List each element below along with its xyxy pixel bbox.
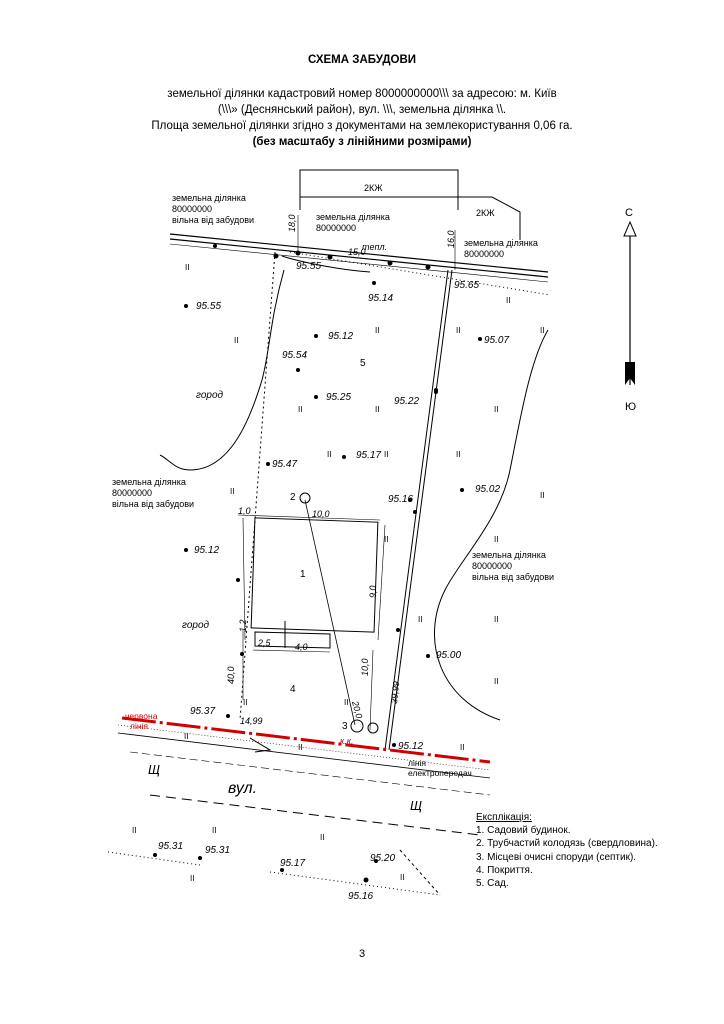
plan-label: II bbox=[212, 826, 217, 835]
red-line-label-2: лінія bbox=[130, 721, 149, 731]
zone-numbers bbox=[290, 358, 366, 732]
heating-label: тепл. bbox=[362, 242, 388, 252]
building-code-1: 2КЖ bbox=[364, 183, 383, 193]
plan-label: 95.31 bbox=[158, 841, 184, 852]
plan-label: 95.00 bbox=[436, 650, 462, 661]
sewer-label: к.к. bbox=[340, 736, 354, 746]
legend-heading: Експлікація: bbox=[476, 812, 532, 823]
vacant-label-ml: вільна від забудови bbox=[112, 499, 195, 509]
plan-label: II bbox=[384, 535, 389, 544]
plan-label: 95.65 bbox=[454, 280, 480, 291]
plan-label: 3 bbox=[342, 721, 348, 732]
plan-label: 4,0 bbox=[295, 642, 308, 652]
description-line-3: Площа земельної ділянки згідно з документами на землекористування 0,06 га. bbox=[151, 120, 573, 132]
neighbor-label-tr: земельна ділянка bbox=[464, 238, 538, 248]
neighbor-label-ml: земельна ділянка bbox=[112, 477, 186, 487]
legend-item-2: 2. Трубчастий колодязь (свердловина). bbox=[476, 838, 658, 850]
plan-label: 40,0 bbox=[226, 666, 236, 684]
plan-label: 16,0 bbox=[446, 230, 456, 248]
neighbor-label-mr: земельна ділянка bbox=[472, 550, 546, 560]
street-name: вул. bbox=[228, 780, 258, 797]
neighbor-label-tl: земельна ділянка bbox=[172, 193, 246, 203]
plan-label: II bbox=[384, 450, 389, 459]
plan-label: 9,0 bbox=[368, 585, 378, 598]
plan-label: 95.37 bbox=[190, 706, 216, 717]
plan-label: 18,0 bbox=[287, 214, 297, 232]
plan-label: 14,99 bbox=[240, 716, 263, 726]
plan-label: 95.55 bbox=[196, 301, 222, 312]
neighbor-number-mr: 80000000 bbox=[472, 561, 513, 571]
plan-label: 5 bbox=[360, 358, 366, 369]
compass-north: С bbox=[625, 207, 633, 219]
description-line-2: (\\\» (Деснянський район), вул. \\\, земельна ділянка \\. bbox=[217, 104, 507, 116]
plan-label: II bbox=[298, 743, 303, 752]
neighbor-number-ml: 80000000 bbox=[112, 488, 153, 498]
plan-label: 95.02 bbox=[475, 484, 501, 495]
garden-label-1: город bbox=[196, 390, 224, 401]
document-title: СХЕМА ЗАБУДОВИ bbox=[307, 54, 417, 66]
plan-label: 95.16 bbox=[348, 891, 374, 902]
plan-label: 20,0 bbox=[350, 699, 365, 720]
plan-label: 10,0 bbox=[360, 658, 370, 676]
plan-label: 1,2 bbox=[238, 619, 248, 632]
plan-label: 95.17 bbox=[356, 450, 382, 461]
description-line-1: земельної ділянки кадастровий номер 8000000000\\\ за адресою: м. Київ bbox=[167, 88, 557, 100]
plan-label: II bbox=[184, 732, 189, 741]
power-line-label-1: лінія bbox=[408, 758, 427, 768]
compass-south: Ю bbox=[625, 401, 637, 413]
plan-label: 95.17 bbox=[280, 858, 306, 869]
description-line-4: (без масштабу з лінійними розмірами) bbox=[252, 136, 472, 148]
neighbor-number-tr: 80000000 bbox=[464, 249, 505, 259]
plan-label: 95.20 bbox=[370, 853, 396, 864]
page-number: 3 bbox=[358, 948, 366, 960]
street-symbol-1: Щ bbox=[148, 762, 160, 777]
plan-label: 15,0 bbox=[348, 247, 366, 257]
legend-item-4: 4. Покриття. bbox=[476, 864, 533, 876]
plan-label: II bbox=[456, 450, 461, 459]
plan-label: II bbox=[234, 336, 239, 345]
vacant-label-tl: вільна від забудови bbox=[172, 215, 255, 225]
garden-label-2: город bbox=[182, 620, 210, 631]
plan-label: II bbox=[298, 405, 303, 414]
neighbor-number-tl: 80000000 bbox=[172, 204, 213, 214]
plan-label: II bbox=[506, 296, 511, 305]
plan-label: 95.54 bbox=[282, 350, 308, 361]
plan-label: II bbox=[243, 698, 248, 707]
plan-label: 39,99 bbox=[389, 680, 402, 705]
plan-label: 10,0 bbox=[312, 509, 330, 519]
plan-label: 95.25 bbox=[326, 392, 352, 403]
plan-label: II bbox=[185, 263, 190, 272]
legend-item-1: 1. Садовий будинок. bbox=[476, 825, 571, 837]
plan-label: 95.16 bbox=[388, 494, 414, 505]
red-line-label-1: червона bbox=[125, 711, 158, 721]
plan-label: II bbox=[494, 615, 499, 624]
plan-label: II bbox=[460, 743, 465, 752]
plan-label: 95.55 bbox=[296, 261, 322, 272]
legend-item-5: 5. Сад. bbox=[476, 878, 509, 890]
plan-label: 95.47 bbox=[272, 459, 298, 470]
plan-label: II bbox=[540, 326, 545, 335]
power-line-label-2: електропередач bbox=[408, 768, 472, 778]
vacant-label-mr: вільна від забудови bbox=[472, 572, 555, 582]
legend-item-3: 3. Місцеві очисні споруди (септик). bbox=[476, 851, 637, 863]
plan-label: 95.07 bbox=[484, 335, 510, 346]
plan-label: 2,5 bbox=[258, 638, 271, 648]
building-code-2: 2КЖ bbox=[476, 208, 495, 218]
elevation-labels bbox=[158, 261, 509, 902]
plan-label: II bbox=[132, 826, 137, 835]
compass-arrow bbox=[624, 222, 636, 385]
plan-label: II bbox=[344, 698, 349, 707]
plan-label: II bbox=[540, 491, 545, 500]
plan-label: II bbox=[190, 874, 195, 883]
plan-label: 1,0 bbox=[238, 506, 251, 516]
plan-label: 2 bbox=[290, 492, 296, 503]
plan-label: 95.22 bbox=[394, 396, 420, 407]
plan-label: II bbox=[456, 326, 461, 335]
plan-label: 1 bbox=[300, 569, 306, 580]
plan-label: II bbox=[320, 833, 325, 842]
plan-label: II bbox=[494, 535, 499, 544]
plan-label: 95.31 bbox=[205, 845, 231, 856]
plan-label: 95.12 bbox=[398, 741, 424, 752]
neighbor-label-tc: земельна ділянка bbox=[316, 212, 390, 222]
plan-label: II bbox=[375, 326, 380, 335]
plan-label: II bbox=[400, 873, 405, 882]
plan-label: 95.14 bbox=[368, 293, 394, 304]
plan-label: 4 bbox=[290, 684, 296, 695]
plan-label: II bbox=[327, 450, 332, 459]
plan-label: II bbox=[494, 677, 499, 686]
plan-label: II bbox=[494, 405, 499, 414]
street-labels bbox=[148, 762, 422, 813]
legend bbox=[476, 811, 658, 890]
plan-label: II bbox=[230, 487, 235, 496]
neighbor-number-tc: 80000000 bbox=[316, 223, 357, 233]
street-symbol-2: Щ bbox=[410, 798, 422, 813]
plan-label: 95.12 bbox=[194, 545, 220, 556]
plan-label: 95.12 bbox=[328, 331, 354, 342]
plan-label: II bbox=[418, 615, 423, 624]
plan-label: II bbox=[375, 405, 380, 414]
